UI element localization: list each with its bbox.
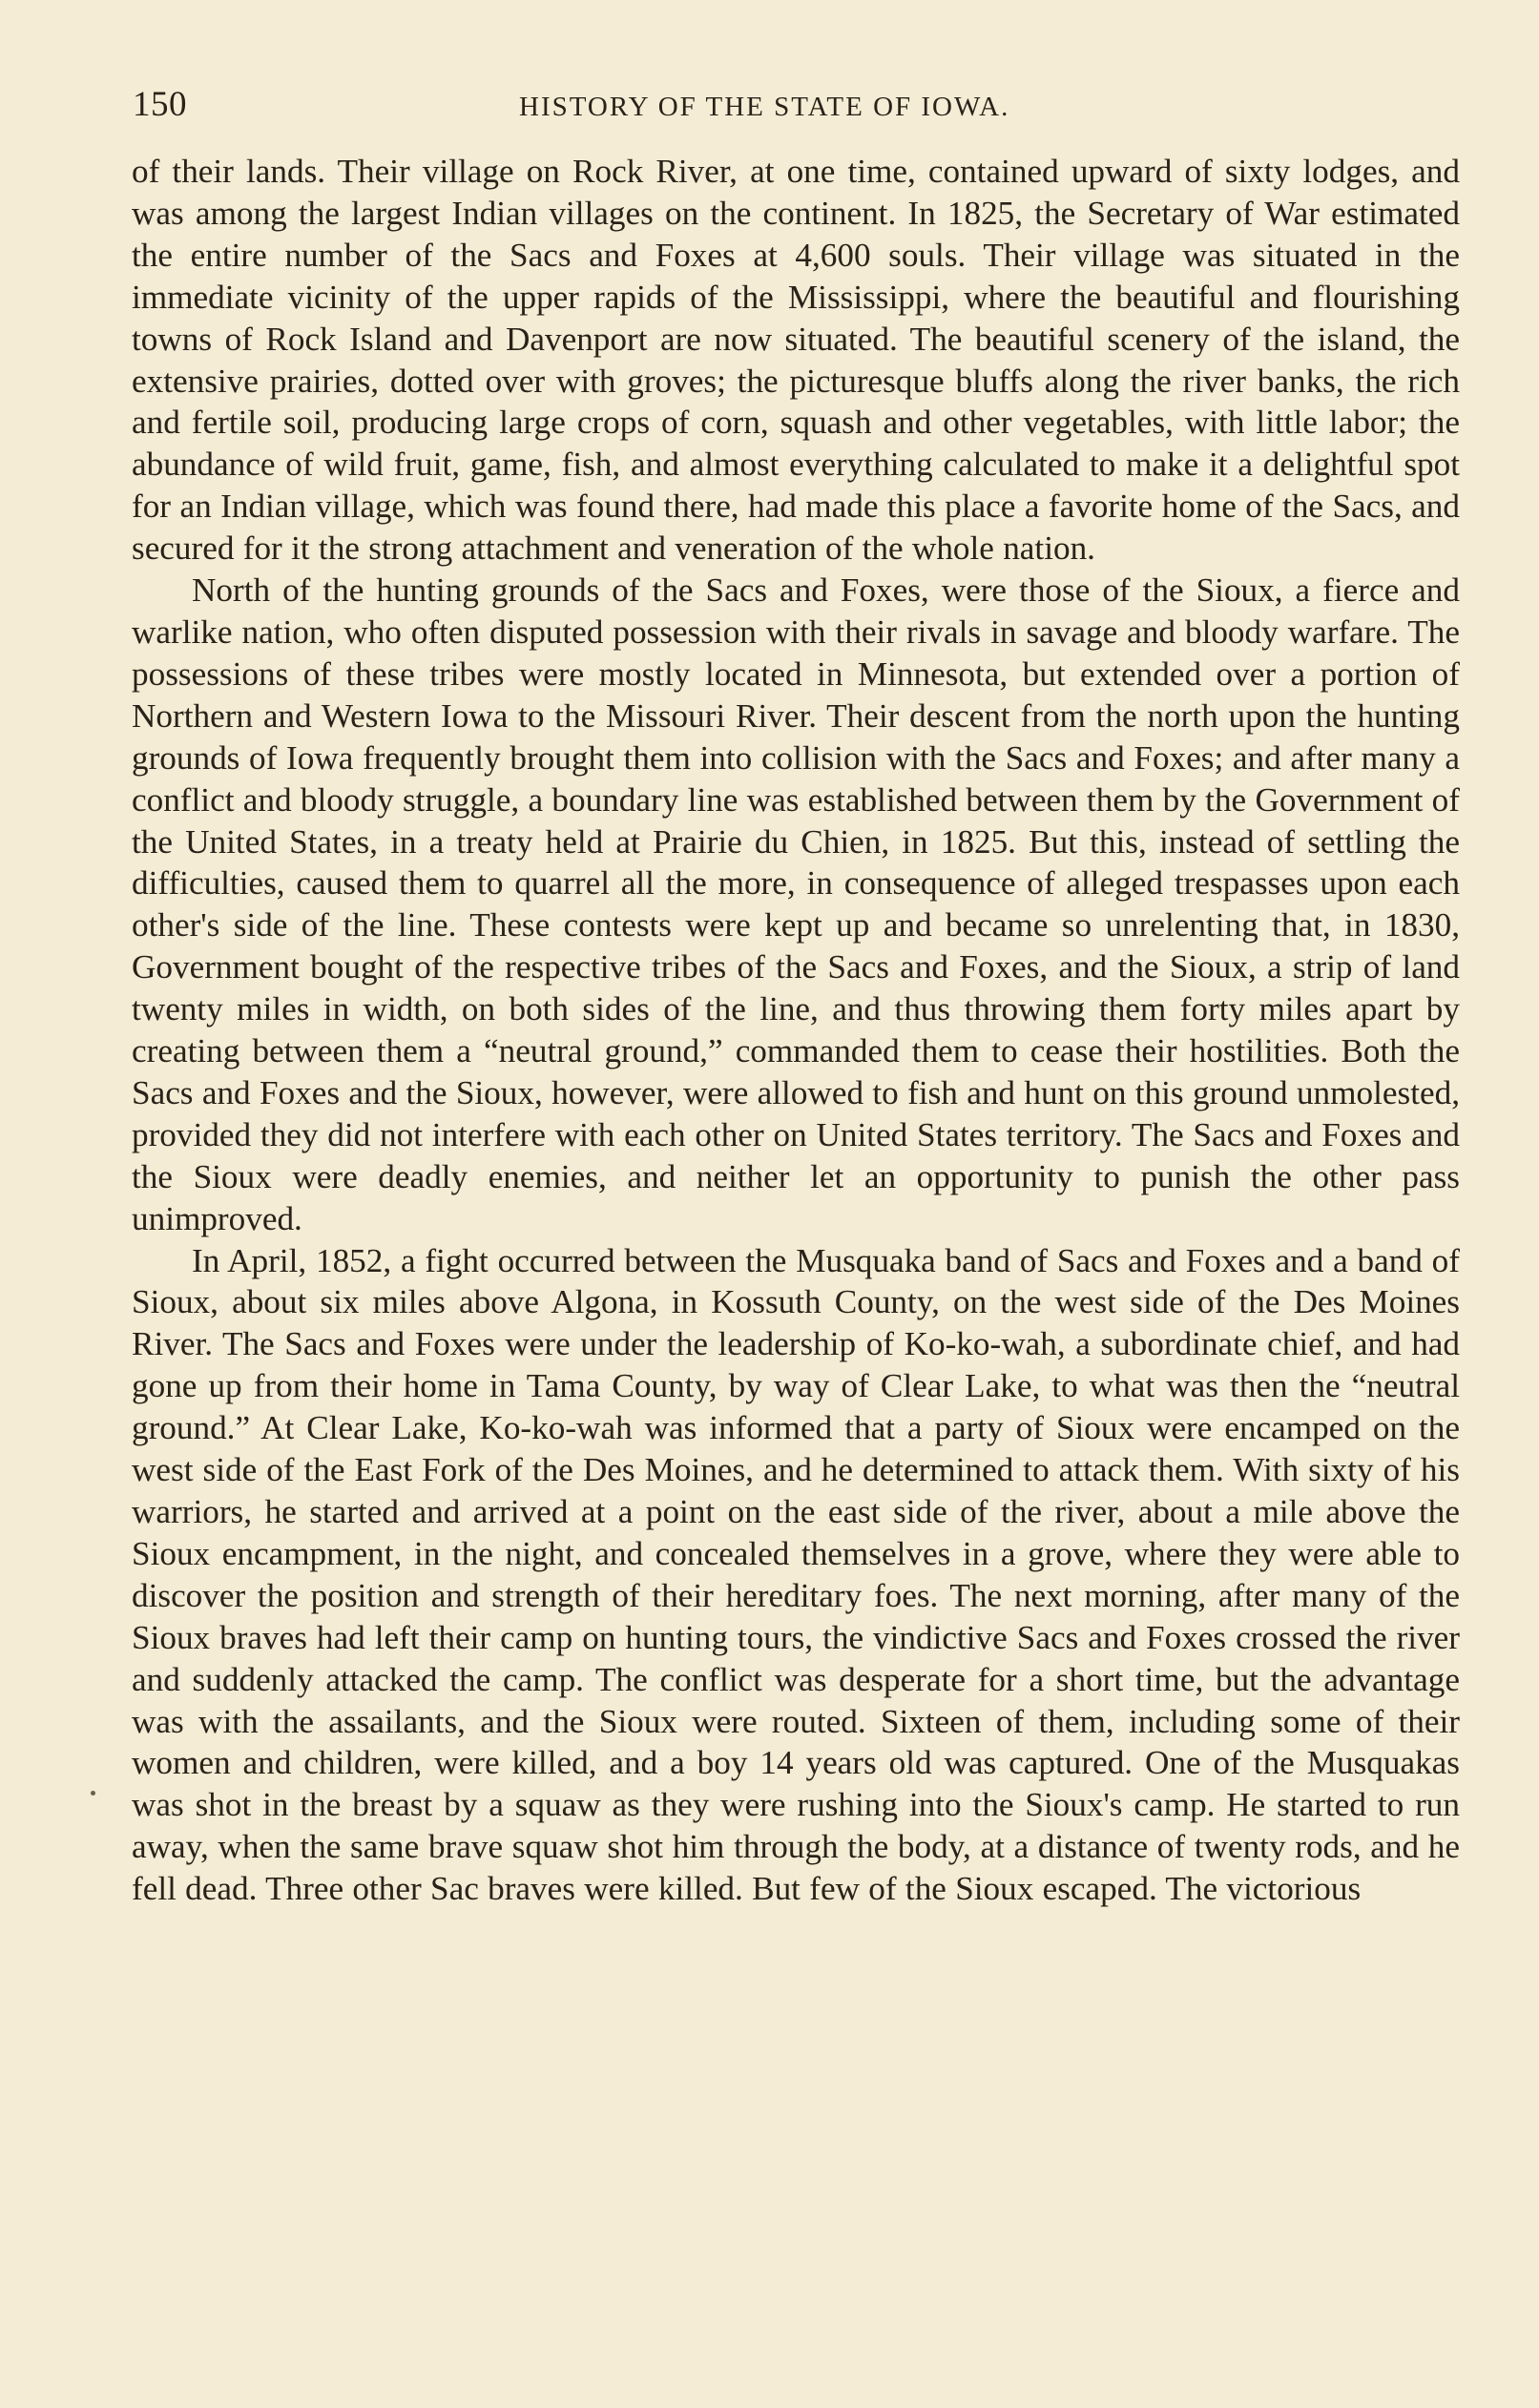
paragraph-village-description: of their lands. Their village on Rock River, at one time, contained upward of sixty lodges, and was among the largest Indian villages on the continent. In 1825, the Secretary of War estimated the entire number of the Sacs and Foxes at 4,600 souls. Their village was situated in the immediate vicinity of the upper rapids of the Mississippi, where the beautiful and flourishing towns of Rock Island and Davenport are now situated. The beautiful scenery of the island, the extensive prairies, dotted over with groves; the picturesque bluffs along the river banks, the rich and fertile soil, producing large crops of corn, squash and other vegetables, with little labor; the abundance of wild fruit, game, fish, and almost everything calculated to make it a delightful spot for an Indian village, which was found there, had made this place a favorite home of the Sacs, and secured for it the strong attachment and veneration of the whole nation. (132, 153, 1460, 568)
running-title: HISTORY OF THE STATE OF IOWA. (519, 92, 1010, 122)
body-text (132, 151, 1460, 1910)
paragraph-sioux-neutral-ground: North of the hunting grounds of the Sacs and Foxes, were those of the Sioux, a fierce and warlike nation, who often disputed possession with their rivals in savage and bloody warfare. The possessions of these tribes were mostly located in Minnesota, but extended over a portion of Northern and Western Iowa to the Missouri River. Their descent from the north upon the hunting grounds of Iowa frequently brought them into collision with the Sacs and Foxes; and after many a conflict and bloody struggle, a boundary line was established between them by the Government of the United States, in a treaty held at Prairie du Chien, in 1825. But this, instead of settling the difficulties, caused them to quarrel all the more, in consequence of alleged trespasses upon each other's side of the line. These contests were kept up and became so unrelenting that, in 1830, Government bought of the respective tribes of the Sacs and Foxes, and the Sioux, a strip of land twenty miles in width, on both sides of the line, and thus throwing them forty miles apart by creating between them a “neutral ground,” commanded them to cease their hostilities. Both the Sacs and Foxes and the Sioux, however, were allowed to fish and hunt on this ground unmolested, provided they did not interfere with each other on United States territory. The Sacs and Foxes and the Sioux were deadly enemies, and neither let an opportunity to punish the other pass unimproved. (132, 571, 1460, 1237)
running-head (133, 84, 1459, 126)
paragraph-battle-1852: In April, 1852, a fight occurred between the Musquaka band of Sacs and Foxes and a band of Sioux, about six miles above Algona, in Kossuth County, on the west side of the Des Moines River. The Sacs and Foxes were under the leadership of Ko-ko-wah, a subordinate chief, and had gone up from their home in Tama County, by way of Clear Lake, to what was then the “neutral ground.” At Clear Lake, Ko-ko-wah was informed that a party of Sioux were encamped on the west side of the East Fork of the Des Moines, and he determined to attack them. With sixty of his warriors, he started and arrived at a point on the east side of the river, about a mile above the Sioux encampment, in the night, and concealed themselves in a grove, where they were able to discover the position and strength of their hereditary foes. The next morning, after many of the Sioux braves had left their camp on hunting tours, the vindictive Sacs and Foxes crossed the river and suddenly attacked the camp. The conflict was desperate for a short time, but the advantage was with the assailants, and the Sioux were routed. Sixteen of them, including some of their women and children, were killed, and a boy 14 years old was captured. One of the Musquakas was shot in the breast by a squaw as they were rushing into the Sioux's camp. He started to run away, when the same brave squaw shot him through the body, at a distance of twenty rods, and he fell dead. Three other Sac braves were killed. But few of the Sioux escaped. The victorious (132, 1241, 1460, 1908)
margin-ink-dot (91, 1791, 95, 1796)
page-number: 150 (133, 85, 187, 124)
